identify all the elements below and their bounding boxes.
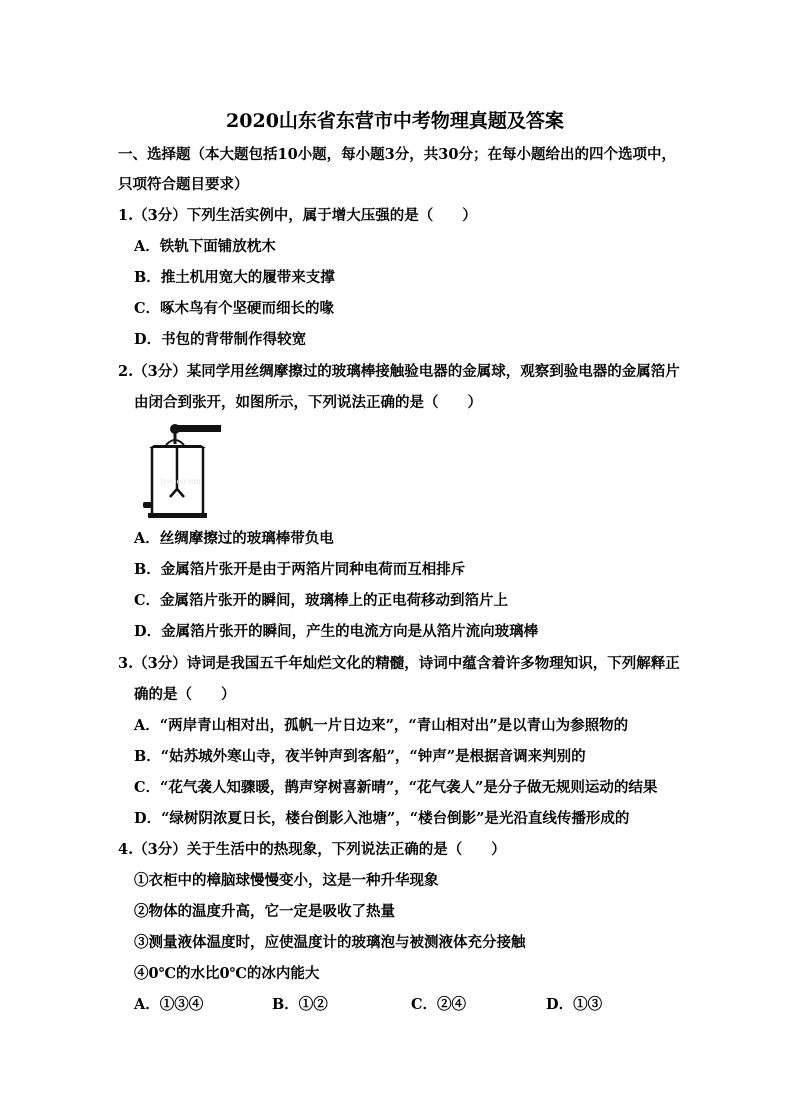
question-4-option-b: B．①②: [272, 996, 328, 1013]
question-2-option-a: A．丝绸摩擦过的玻璃棒带负电: [134, 530, 334, 547]
question-1-option-a: A．铁轨下面铺放枕木: [134, 238, 276, 255]
question-2-stem-cont: 由闭合到张开，如图所示，下列说法正确的是（ ）: [134, 394, 482, 411]
question-1-option-d: D．书包的背带制作得较宽: [134, 331, 307, 348]
section-heading-cont: 只项符合题目要求）: [118, 176, 249, 193]
question-4-statement-2: ②物体的温度升高，它一定是吸收了热量: [134, 903, 395, 920]
question-3-option-d: D．“绿树阴浓夏日长，楼台倒影入池塘”，“楼台倒影”是光沿直线传播形成的: [134, 810, 630, 827]
question-2-stem: 2.（3分）某同学用丝绸摩擦过的玻璃棒接触验电器的金属球，观察到验电器的金属箔片: [118, 363, 680, 380]
document-title: 2020山东省东营市中考物理真题及答案: [226, 110, 564, 132]
question-3-option-c: C．“花气袭人知骤暖，鹊声穿树喜新晴”，“花气袭人”是分子做无规则运动的结果: [134, 779, 658, 796]
question-4-option-d: D．①③: [546, 996, 603, 1013]
question-2-option-c: C．金属箔片张开的瞬间，玻璃棒上的正电荷移动到箔片上: [134, 592, 509, 609]
question-2-option-d: D．金属箔片张开的瞬间，产生的电流方向是从箔片流向玻璃棒: [134, 623, 539, 640]
question-3-option-b: B．“姑苏城外寒山寺，夜半钟声到客船”，“钟声”是根据音调来判别的: [134, 748, 586, 765]
question-1-option-b: B．推土机用宽大的履带来支撑: [134, 269, 335, 286]
watermark: jyeoo.com: [160, 477, 201, 486]
question-1-option-c: C．啄木鸟有个坚硬而细长的喙: [134, 300, 335, 317]
electroscope-figure: [140, 422, 230, 520]
question-4-statement-3: ③测量液体温度时，应使温度计的玻璃泡与被测液体充分接触: [134, 934, 526, 951]
section-heading: 一、选择题（本大题包括10小题，每小题3分，共30分；在每小题给出的四个选项中，: [118, 146, 676, 163]
question-1-stem: 1.（3分）下列生活实例中，属于增大压强的是（ ）: [118, 207, 477, 224]
question-4-option-c: C．②④: [411, 996, 467, 1013]
question-3-stem: 3.（3分）诗词是我国五千年灿烂文化的精髓，诗词中蕴含着许多物理知识，下列解释正: [118, 655, 680, 672]
question-2-option-b: B．金属箔片张开是由于两箔片同种电荷而互相排斥: [134, 561, 466, 578]
question-4-statement-1: ①衣柜中的樟脑球慢慢变小，这是一种升华现象: [134, 872, 439, 889]
question-4-statement-4: ④0℃的水比0℃的冰内能大: [134, 965, 320, 982]
question-3-option-a: A．“两岸青山相对出，孤帆一片日边来”，“青山相对出”是以青山为参照物的: [134, 717, 629, 734]
question-4-option-a: A．①③④: [134, 996, 204, 1013]
question-3-stem-cont: 确的是（ ）: [134, 686, 236, 703]
question-4-stem: 4.（3分）关于生活中的热现象，下列说法正确的是（ ）: [118, 841, 506, 858]
